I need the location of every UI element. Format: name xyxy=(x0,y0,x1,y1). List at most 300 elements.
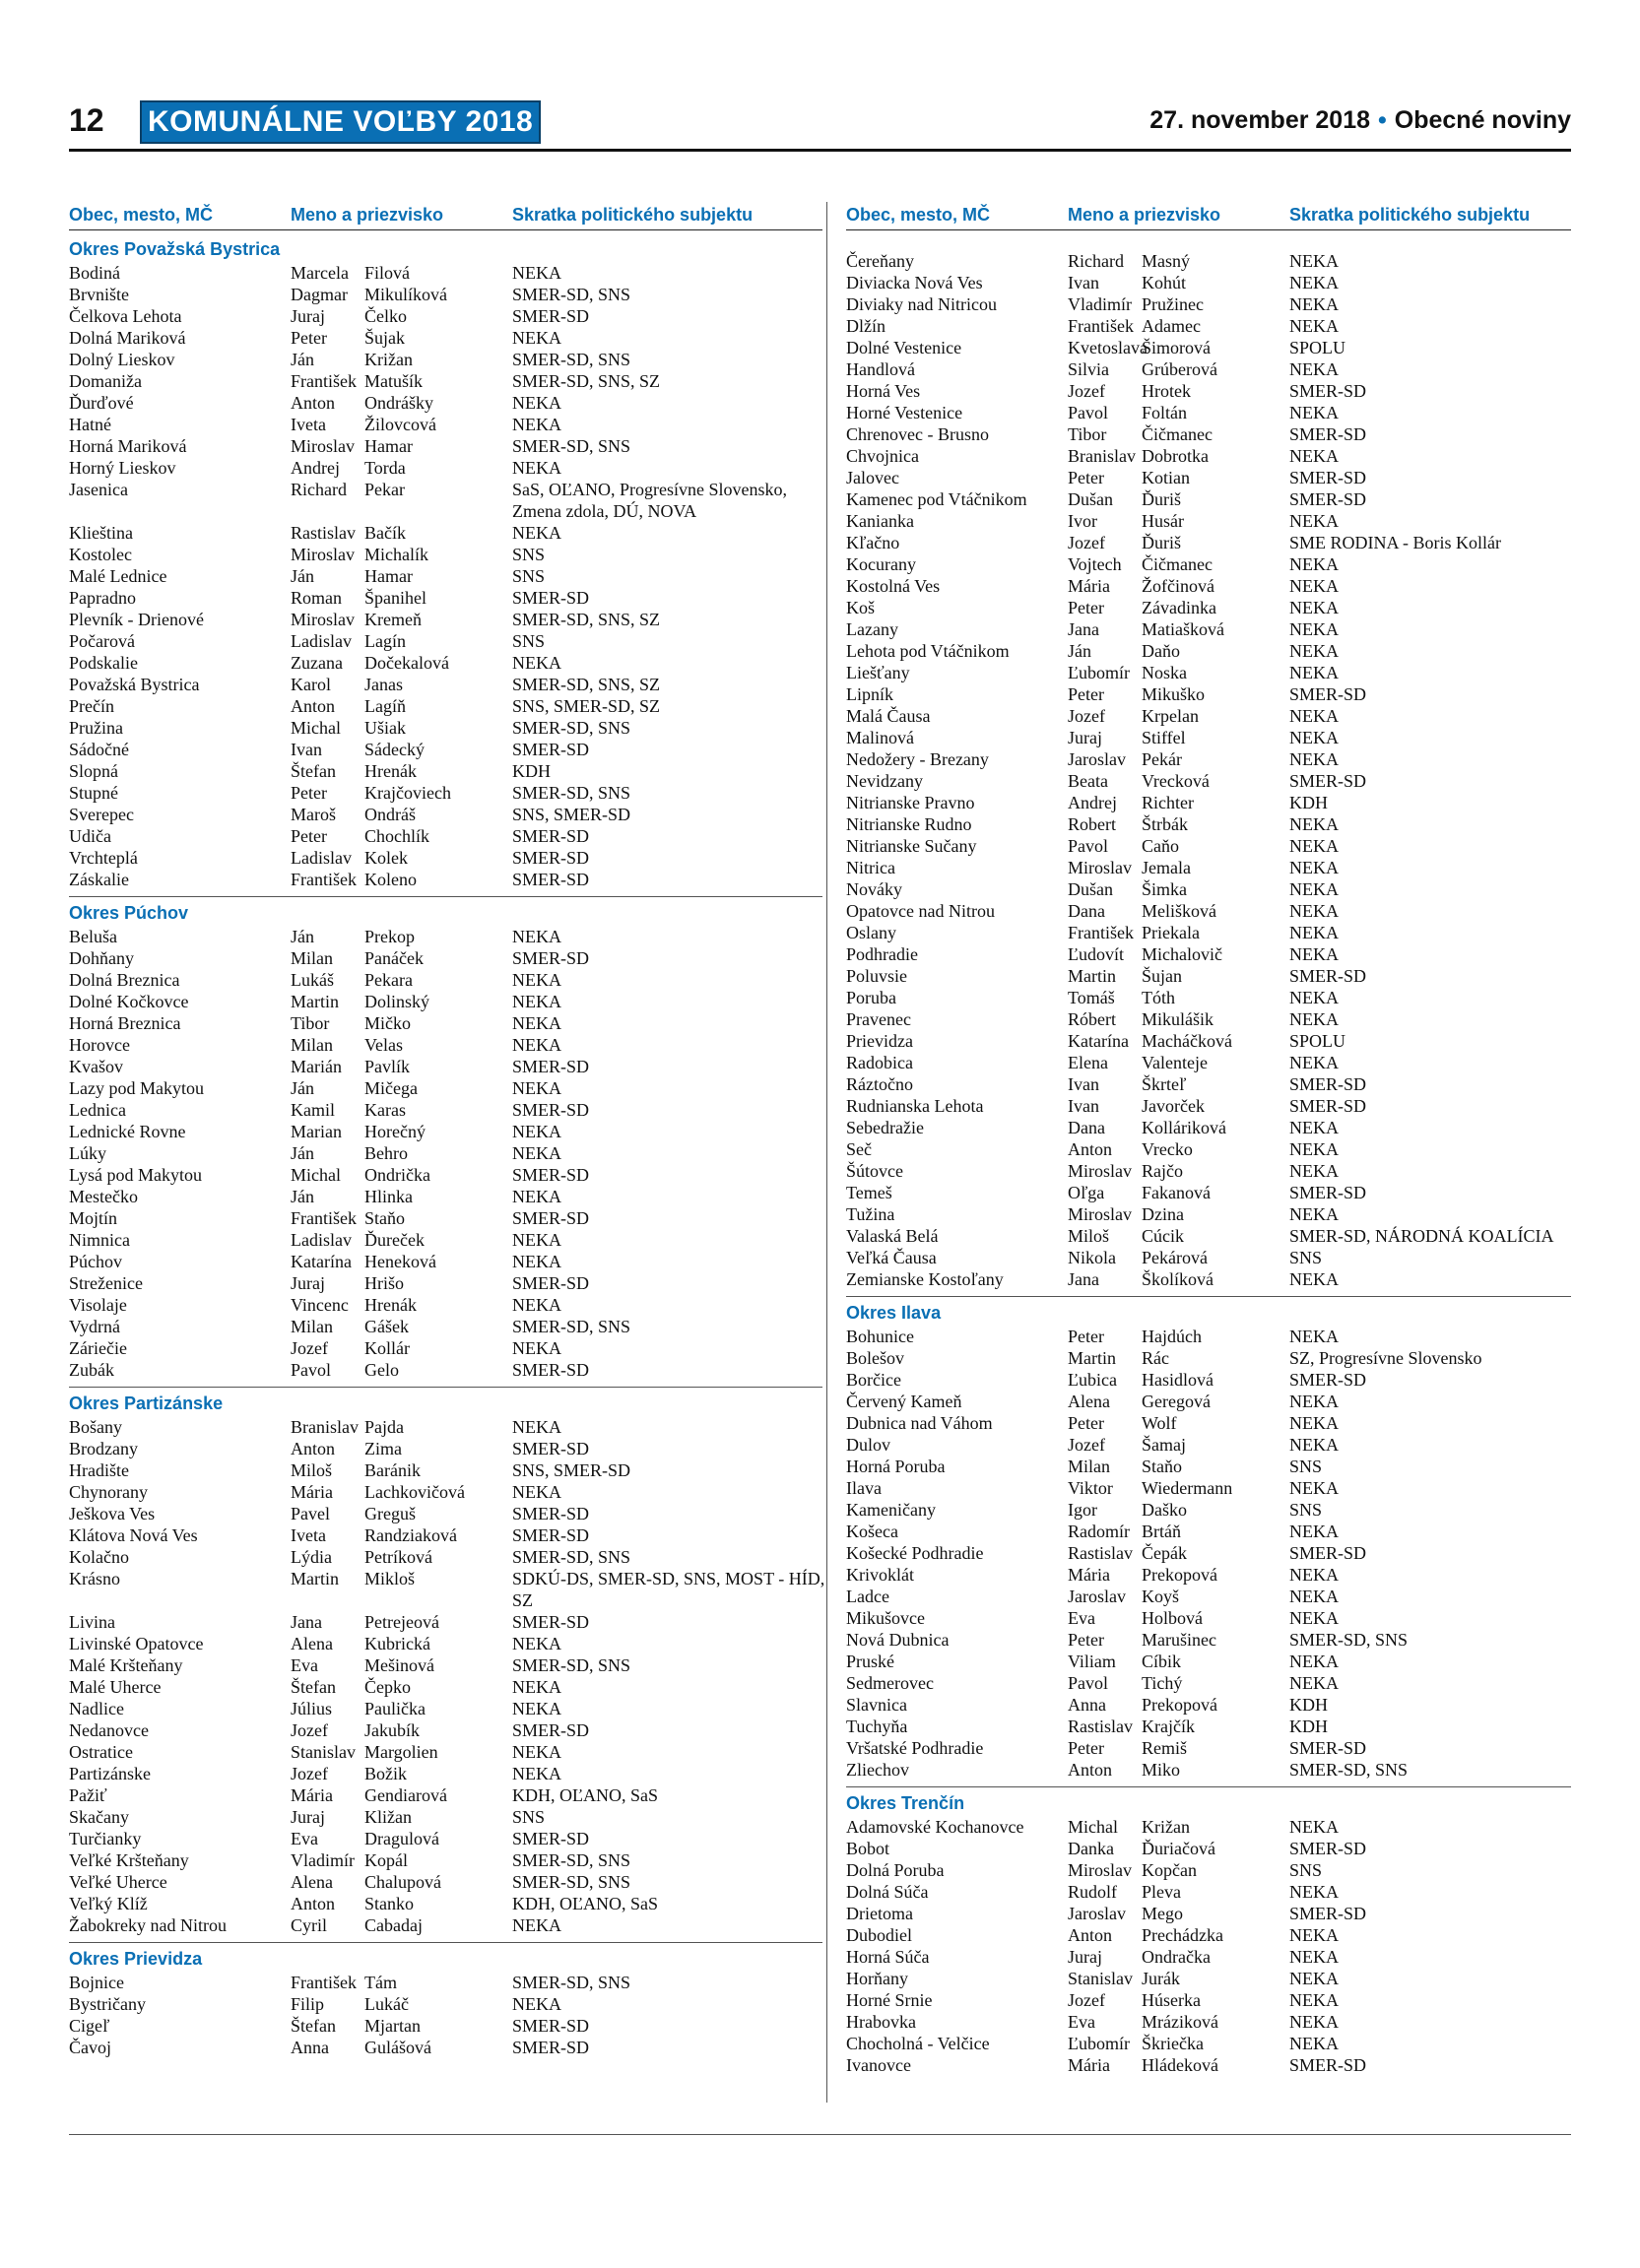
cell-priezvisko: Dragulová xyxy=(364,1829,439,1848)
cell-priezvisko: Ondračka xyxy=(1142,1947,1211,1967)
cell-meno: Pavol xyxy=(1068,403,1109,422)
cell-strana: NEKA xyxy=(1289,316,1339,336)
cell-strana: NEKA xyxy=(1289,1161,1339,1181)
table-row xyxy=(69,926,822,947)
cell-strana: NEKA xyxy=(1289,1269,1339,1289)
cell-obec: Lysá pod Makytou xyxy=(69,1165,202,1185)
cell-strana: NEKA xyxy=(1289,1990,1339,2010)
cell-priezvisko: Ďuriačová xyxy=(1142,1839,1215,1858)
cell-strana: SMER-SD, SNS xyxy=(512,718,631,738)
table-row xyxy=(846,467,1571,488)
table-row xyxy=(846,423,1571,445)
cell-priezvisko: Kremeň xyxy=(364,610,422,629)
cell-strana: SPOLU xyxy=(1289,338,1346,357)
cell-priezvisko: Krajčoviech xyxy=(364,783,451,803)
cell-meno: Michal xyxy=(291,718,341,738)
table-row xyxy=(846,1564,1571,1586)
cell-obec: Horné Srnie xyxy=(846,1990,933,2010)
cell-priezvisko: Adamec xyxy=(1142,316,1201,336)
cell-obec: Kameničany xyxy=(846,1500,936,1520)
cell-strana: NEKA xyxy=(1289,1608,1339,1628)
cell-obec: Diviacka Nová Ves xyxy=(846,273,983,292)
table-row xyxy=(69,969,822,991)
table-row xyxy=(846,835,1571,857)
cell-obec: Tužina xyxy=(846,1204,895,1224)
cell-obec: Dlžín xyxy=(846,316,886,336)
table-row xyxy=(69,1099,822,1121)
cell-priezvisko: Bačík xyxy=(364,523,406,543)
cell-strana: SMER-SD xyxy=(512,1100,590,1120)
cell-priezvisko: Kopál xyxy=(364,1850,408,1870)
table-row xyxy=(846,705,1571,727)
cell-strana: KDH, OĽANO, SaS xyxy=(512,1785,658,1805)
cell-strana: SMER-SD xyxy=(1289,1183,1367,1202)
cell-priezvisko: Tichý xyxy=(1142,1673,1183,1693)
cell-strana: NEKA xyxy=(1289,598,1339,617)
cell-priezvisko: Melišková xyxy=(1142,901,1216,921)
cell-priezvisko: Križan xyxy=(364,350,413,369)
cell-priezvisko: Mráziková xyxy=(1142,2012,1218,2032)
cell-strana: SMER-SD xyxy=(1289,966,1367,986)
table-row xyxy=(846,1347,1571,1369)
cell-obec: Sádočné xyxy=(69,740,129,759)
cell-meno: Ladislav xyxy=(291,1230,352,1250)
cell-obec: Plevník - Drienové xyxy=(69,610,204,629)
cell-obec: Horná Breznica xyxy=(69,1013,181,1033)
cell-obec: Kanianka xyxy=(846,511,914,531)
cell-meno: Stanislav xyxy=(291,1742,356,1762)
table-row xyxy=(69,739,822,760)
table-row xyxy=(846,1716,1571,1737)
cell-obec: Prečín xyxy=(69,696,114,716)
table-row xyxy=(69,947,822,969)
cell-obec: Prievidza xyxy=(846,1031,913,1051)
cell-obec: Vydrná xyxy=(69,1317,120,1336)
cell-obec: Ďurďové xyxy=(69,393,134,413)
cell-strana: NEKA xyxy=(512,1417,561,1437)
table-row xyxy=(846,813,1571,835)
cell-meno: Juraj xyxy=(1068,1947,1102,1967)
cell-meno: Mária xyxy=(1068,1565,1110,1585)
cell-obec: Valaská Belá xyxy=(846,1226,939,1246)
cell-meno: František xyxy=(1068,923,1134,942)
table-row xyxy=(69,1012,822,1034)
cell-strana: NEKA xyxy=(1289,251,1339,271)
cell-obec: Nitrianske Pravno xyxy=(846,793,975,812)
cell-meno: Peter xyxy=(1068,468,1104,487)
cell-obec: Chvojnica xyxy=(846,446,919,466)
cell-meno: Alena xyxy=(291,1872,333,1892)
table-row xyxy=(846,727,1571,748)
cell-obec: Oslany xyxy=(846,923,896,942)
cell-strana: SMER-SD, SNS xyxy=(512,1850,631,1870)
cell-strana: SMER-SD, SNS xyxy=(512,1872,631,1892)
bullet-separator: • xyxy=(1378,106,1387,134)
cell-priezvisko: Grúberová xyxy=(1142,359,1217,379)
cell-obec: Mojtín xyxy=(69,1208,118,1228)
cell-obec: Horná Mariková xyxy=(69,436,187,456)
cell-priezvisko: Petríková xyxy=(364,1547,432,1567)
cell-obec: Horná Ves xyxy=(846,381,921,401)
table-row xyxy=(846,1946,1571,1968)
cell-strana: NEKA xyxy=(1289,641,1339,661)
cell-priezvisko: Mikuško xyxy=(1142,684,1206,704)
cell-strana: SMER-SD, SNS, SZ xyxy=(512,675,661,694)
cell-obec: Bodiná xyxy=(69,263,120,283)
cell-meno: František xyxy=(291,1973,357,1992)
cell-meno: Peter xyxy=(1068,1738,1104,1758)
table-row xyxy=(69,262,822,284)
cell-strana: SMER-SD xyxy=(1289,489,1367,509)
table-row xyxy=(846,1759,1571,1781)
table-row xyxy=(846,1816,1571,1838)
cell-meno: Danka xyxy=(1068,1839,1114,1858)
cell-priezvisko: Koyš xyxy=(1142,1587,1180,1606)
cell-obec: Ostratice xyxy=(69,1742,133,1762)
header-dateline xyxy=(1149,106,1571,135)
cell-meno: Iveta xyxy=(291,415,326,434)
cell-obec: Horňany xyxy=(846,1969,908,1988)
cell-meno: Eva xyxy=(291,1655,318,1675)
cell-strana: NEKA xyxy=(1289,1817,1339,1837)
cell-strana: NEKA xyxy=(1289,403,1339,422)
cell-priezvisko: Geregová xyxy=(1142,1392,1211,1411)
cell-obec: Sebedražie xyxy=(846,1118,924,1137)
publication-name: Obecné noviny xyxy=(1394,106,1571,134)
table-row xyxy=(69,1459,822,1481)
cell-strana: NEKA xyxy=(512,1994,561,2014)
cell-obec: Košecké Podhradie xyxy=(846,1543,984,1563)
header-rule xyxy=(69,149,1571,152)
cell-priezvisko: Kubrická xyxy=(364,1634,430,1653)
cell-obec: Bojnice xyxy=(69,1973,124,1992)
cell-priezvisko: Vrecko xyxy=(1142,1139,1193,1159)
cell-meno: Jozef xyxy=(291,1720,328,1740)
cell-strana: NEKA xyxy=(1289,2034,1339,2053)
cell-obec: Kvašov xyxy=(69,1057,123,1076)
table-row xyxy=(846,272,1571,293)
cell-meno: Dagmar xyxy=(291,285,348,304)
cell-priezvisko: Šimorová xyxy=(1142,338,1211,357)
cell-strana: NEKA xyxy=(512,1482,561,1502)
cell-priezvisko: Pekar xyxy=(364,480,405,499)
district-divider xyxy=(69,896,822,897)
cell-strana: NEKA xyxy=(1289,1204,1339,1224)
cell-priezvisko: Mičega xyxy=(364,1078,418,1098)
cell-priezvisko: Richter xyxy=(1142,793,1194,812)
cell-priezvisko: Horečný xyxy=(364,1122,426,1141)
cell-strana: NEKA xyxy=(1289,749,1339,769)
cell-strana: SMER-SD, SNS xyxy=(512,1547,631,1567)
cell-strana: SNS xyxy=(1289,1500,1323,1520)
cell-meno: Jozef xyxy=(1068,1435,1105,1455)
cell-meno: Ľubomír xyxy=(1068,2034,1130,2053)
cell-obec: Kamenec pod Vtáčnikom xyxy=(846,489,1027,509)
cell-obec: Čereňany xyxy=(846,251,914,271)
table-row xyxy=(69,1416,822,1438)
cell-meno: Miloš xyxy=(291,1460,333,1480)
cell-meno: Anton xyxy=(1068,1760,1112,1780)
table-row xyxy=(846,575,1571,597)
column-header-strana: Skratka politického subjektu xyxy=(1289,205,1531,225)
cell-strana: SMER-SD, SNS xyxy=(512,436,631,456)
table-row xyxy=(846,1651,1571,1672)
cell-meno: Ivan xyxy=(1068,1074,1099,1094)
cell-obec: Sverepec xyxy=(69,805,134,824)
cell-meno: Juraj xyxy=(1068,728,1102,747)
cell-meno: Ľudovít xyxy=(1068,944,1124,964)
cell-meno: Martin xyxy=(1068,966,1116,986)
table-row xyxy=(846,1924,1571,1946)
table-row xyxy=(69,2015,822,2037)
cell-meno: Pavel xyxy=(291,1504,330,1523)
cell-priezvisko: Lukáč xyxy=(364,1994,409,2014)
table-row xyxy=(846,293,1571,315)
table-row xyxy=(69,869,822,890)
cell-meno: Branislav xyxy=(1068,446,1136,466)
column-header xyxy=(846,202,1571,230)
table-row xyxy=(846,358,1571,380)
cell-priezvisko: Jemala xyxy=(1142,858,1191,877)
table-row xyxy=(846,1412,1571,1434)
table-row xyxy=(69,587,822,609)
cell-meno: Jaroslav xyxy=(1068,749,1126,769)
cell-priezvisko: Žofčinová xyxy=(1142,576,1214,596)
cell-priezvisko: Mjartan xyxy=(364,2016,421,2036)
cell-priezvisko: Kolláriková xyxy=(1142,1118,1226,1137)
cell-obec: Handlová xyxy=(846,359,915,379)
cell-obec: Skačany xyxy=(69,1807,129,1827)
table-row xyxy=(846,337,1571,358)
cell-meno: Kamil xyxy=(291,1100,335,1120)
table-row xyxy=(69,652,822,674)
cell-priezvisko: Torda xyxy=(364,458,406,478)
cell-priezvisko: Tóth xyxy=(1142,988,1175,1007)
cell-obec: Malé Uherce xyxy=(69,1677,162,1697)
cell-meno: Milan xyxy=(291,1317,333,1336)
cell-priezvisko: Behro xyxy=(364,1143,408,1163)
page-header xyxy=(69,98,1571,148)
cell-strana: KDH xyxy=(1289,793,1328,812)
cell-priezvisko: Chochlík xyxy=(364,826,429,846)
cell-obec: Kľačno xyxy=(846,533,900,552)
cell-priezvisko: Kopčan xyxy=(1142,1860,1197,1880)
table-row xyxy=(846,1607,1571,1629)
cell-obec: Veľký Klíž xyxy=(69,1894,148,1913)
cell-strana: SMER-SD xyxy=(1289,1096,1367,1116)
district-divider xyxy=(846,1296,1571,1297)
cell-strana: NEKA xyxy=(512,1295,561,1315)
table-row xyxy=(69,1828,822,1849)
cell-meno: Juraj xyxy=(291,306,325,326)
table-row xyxy=(69,1077,822,1099)
table-row xyxy=(846,1095,1571,1117)
cell-meno: Martin xyxy=(1068,1348,1116,1368)
table-row xyxy=(69,1568,825,1611)
cell-priezvisko: Paulička xyxy=(364,1699,426,1718)
cell-priezvisko: Škrteľ xyxy=(1142,1074,1187,1094)
cell-strana: NEKA xyxy=(512,393,561,413)
table-row xyxy=(69,1186,822,1207)
cell-strana: NEKA xyxy=(1289,1969,1339,1988)
cell-obec: Krivoklát xyxy=(846,1565,914,1585)
cell-obec: Pruské xyxy=(846,1652,894,1671)
cell-priezvisko: Dočekalová xyxy=(364,653,449,673)
cell-meno: Peter xyxy=(1068,598,1104,617)
cell-obec: Pružina xyxy=(69,718,123,738)
cell-meno: Ján xyxy=(291,927,314,946)
cell-obec: Slavnica xyxy=(846,1695,907,1715)
cell-meno: Ľubomír xyxy=(1068,663,1130,682)
table-row xyxy=(846,1030,1571,1052)
cell-strana: SNS, SMER-SD xyxy=(512,805,631,824)
cell-strana: SNS xyxy=(1289,1457,1323,1476)
cell-strana: NEKA xyxy=(1289,901,1339,921)
table-row xyxy=(69,1741,822,1763)
cell-priezvisko: Tám xyxy=(364,1973,397,1992)
cell-obec: Seč xyxy=(846,1139,872,1159)
table-row xyxy=(846,445,1571,467)
table-row xyxy=(69,609,822,630)
cell-meno: Richard xyxy=(1068,251,1124,271)
table-row xyxy=(69,1719,822,1741)
cell-obec: Visolaje xyxy=(69,1295,127,1315)
cell-priezvisko: Prekopová xyxy=(1142,1565,1217,1585)
table-row xyxy=(69,1972,822,1993)
table-row xyxy=(846,1073,1571,1095)
cell-priezvisko: Čičmanec xyxy=(1142,554,1213,574)
table-row xyxy=(846,402,1571,423)
cell-obec: Borčice xyxy=(846,1370,901,1390)
district-title xyxy=(846,236,1571,250)
cell-priezvisko: Heneková xyxy=(364,1252,436,1271)
table-row xyxy=(69,2037,822,2058)
cell-strana: SNS, SMER-SD, SZ xyxy=(512,696,661,716)
cell-obec: Ladce xyxy=(846,1587,889,1606)
cell-obec: Horný Lieskov xyxy=(69,458,176,478)
cell-obec: Tuchyňa xyxy=(846,1717,908,1736)
cell-meno: Tibor xyxy=(1068,424,1107,444)
table-row xyxy=(69,349,822,370)
cell-strana: NEKA xyxy=(512,1252,561,1271)
cell-meno: Pavol xyxy=(291,1360,332,1380)
cell-obec: Rudnianska Lehota xyxy=(846,1096,984,1116)
cell-meno: Ján xyxy=(291,1078,314,1098)
cell-priezvisko: Brtáň xyxy=(1142,1522,1181,1541)
cell-priezvisko: Húserka xyxy=(1142,1990,1201,2010)
cell-strana: SNS xyxy=(512,545,546,564)
cell-priezvisko: Hrišo xyxy=(364,1273,404,1293)
cell-meno: Štefan xyxy=(291,2016,336,2036)
cell-strana: NEKA xyxy=(1289,706,1339,726)
cell-strana: NEKA xyxy=(512,415,561,434)
cell-meno: Dana xyxy=(1068,901,1105,921)
cell-obec: Poruba xyxy=(846,988,896,1007)
table-row xyxy=(846,1369,1571,1391)
cell-meno: Maroš xyxy=(291,805,336,824)
cell-strana: SMER-SD xyxy=(1289,1370,1367,1390)
table-row xyxy=(846,1247,1571,1268)
table-row xyxy=(69,1524,822,1546)
table-row xyxy=(846,2011,1571,2033)
cell-priezvisko: Daňo xyxy=(1142,641,1180,661)
cell-strana: SMER-SD, SNS xyxy=(512,350,631,369)
table-row xyxy=(846,250,1571,272)
cell-strana: NEKA xyxy=(1289,1522,1339,1541)
cell-obec: Lazy pod Makytou xyxy=(69,1078,204,1098)
cell-meno: Viktor xyxy=(1068,1478,1113,1498)
table-row xyxy=(846,1225,1571,1247)
cell-priezvisko: Pekara xyxy=(364,970,413,990)
table-row xyxy=(69,1164,822,1186)
table-row xyxy=(69,327,822,349)
cell-strana: NEKA xyxy=(1289,988,1339,1007)
cell-strana: SMER-SD xyxy=(1289,1074,1367,1094)
cell-obec: Krásno xyxy=(69,1569,120,1588)
table-row xyxy=(846,1203,1571,1225)
cell-meno: Branislav xyxy=(291,1417,359,1437)
cell-meno: Milan xyxy=(1068,1457,1110,1476)
cell-obec: Čelkova Lehota xyxy=(69,306,182,326)
cell-priezvisko: Koleno xyxy=(364,870,417,889)
cell-priezvisko: Marušinec xyxy=(1142,1630,1216,1650)
cell-strana: NEKA xyxy=(512,1143,561,1163)
cell-priezvisko: Mego xyxy=(1142,1904,1183,1923)
cell-obec: Liešťany xyxy=(846,663,910,682)
cell-priezvisko: Remiš xyxy=(1142,1738,1188,1758)
cell-priezvisko: Prechádzka xyxy=(1142,1925,1223,1945)
cell-strana: SMER-SD xyxy=(512,870,590,889)
cell-priezvisko: Jakubík xyxy=(364,1720,420,1740)
table-row xyxy=(69,1914,822,1936)
cell-priezvisko: Ondrášky xyxy=(364,393,433,413)
cell-obec: Domaniža xyxy=(69,371,142,391)
cell-priezvisko: Závadinka xyxy=(1142,598,1216,617)
cell-priezvisko: Lagín xyxy=(364,631,406,651)
cell-priezvisko: Wolf xyxy=(1142,1413,1177,1433)
cell-strana: SMER-SD xyxy=(512,2016,590,2036)
cell-priezvisko: Ďuriš xyxy=(1142,489,1181,509)
cell-strana: SMER-SD xyxy=(512,1504,590,1523)
cell-priezvisko: Pajda xyxy=(364,1417,404,1437)
cell-meno: Miroslav xyxy=(1068,1860,1132,1880)
cell-strana: SMER-SD xyxy=(512,740,590,759)
cell-priezvisko: Janas xyxy=(364,675,403,694)
cell-obec: Záskalie xyxy=(69,870,129,889)
cell-obec: Livina xyxy=(69,1612,115,1632)
cell-strana: NEKA xyxy=(512,523,561,543)
cell-meno: Silvia xyxy=(1068,359,1110,379)
right-column xyxy=(846,202,1571,2076)
cell-strana: NEKA xyxy=(512,653,561,673)
cell-strana: SMER-SD xyxy=(512,2038,590,2057)
district-title: Okres Púchov xyxy=(69,903,189,923)
table-row xyxy=(69,1871,822,1893)
cell-priezvisko: Žilovcová xyxy=(364,415,436,434)
cell-meno: Dana xyxy=(1068,1118,1105,1137)
cell-meno: Miroslav xyxy=(291,610,355,629)
cell-obec: Veľká Čausa xyxy=(846,1248,937,1267)
cell-meno: Andrej xyxy=(1068,793,1117,812)
table-row xyxy=(69,1438,822,1459)
cell-strana: NEKA xyxy=(1289,576,1339,596)
cell-meno: František xyxy=(291,1208,357,1228)
cell-priezvisko: Staňo xyxy=(1142,1457,1183,1476)
cell-priezvisko: Španihel xyxy=(364,588,426,608)
cell-strana: NEKA xyxy=(512,1915,561,1935)
cell-priezvisko: Kolek xyxy=(364,848,408,868)
cell-obec: Zemianske Kostoľany xyxy=(846,1269,1004,1289)
